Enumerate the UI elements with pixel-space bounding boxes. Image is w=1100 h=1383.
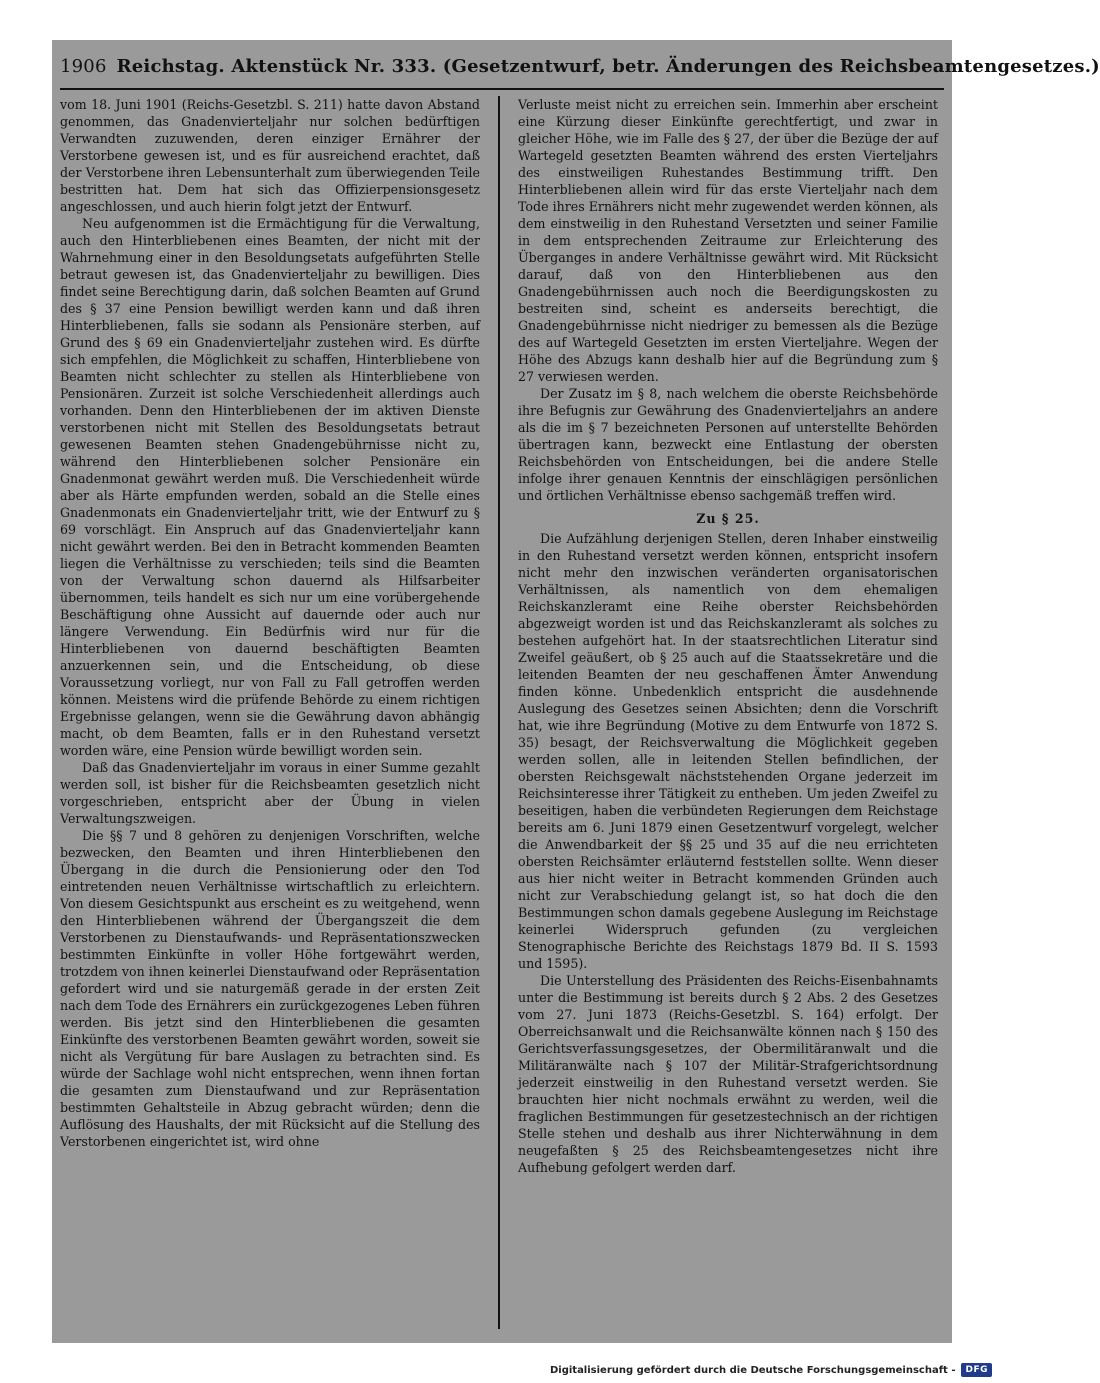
digitization-credit — [550, 1363, 992, 1377]
paragraph: Die Unterstellung des Präsidenten des Reichs-Eisenbahnamts unter die Bestimmung ist bereits durch § 2 Abs. 2 des Gesetzes vom 27. Juni 1873 (Reichs-Gesetzbl. S. 164) erfolgt. Der Oberreichsanwalt und die Reichsanwälte können nach § 150 des Gerichtsverfassungsgesetzes, der Obermilitäranwalt und die Militäranwälte nach § 107 der Militär-Strafgerichtsordnung jederzeit einstweilig in den Ruhestand versetzt werden. Sie brauchten hier nicht nochmals erwähnt zu werden, weil die fraglichen Bestimmungen für gesetzestechnisch an der richtigen Stelle stehen und deshalb aus ihrer Nichterwähnung in dem neugefaßten § 25 des Reichsbeamtengesetzes nicht ihre Aufhebung gefolgert werden darf. — [518, 973, 938, 1175]
page-header-title: Reichstag. Aktenstück Nr. 333. (Gesetzentwurf, betr. Änderungen des Reichsbeamtengesetzes.) — [116, 55, 1100, 77]
paragraph: Daß das Gnadenvierteljahr im voraus in einer Summe gezahlt werden soll, ist bisher für die Reichsbeamten gesetzlich nicht vorgeschrieben, entspricht aber der Übung in vielen Verwaltungszweigen. — [60, 760, 480, 826]
paragraph: Die Aufzählung derjenigen Stellen, deren Inhaber einstweilig in den Ruhestand versetzt werden können, entspricht insofern nicht mehr den inzwischen veränderten organisatorischen Verhältnissen, als namentlich von dem ehemaligen Reichskanzleramt eine Reihe oberster Reichsbehörden abgezweigt worden ist und das Reichskanzleramt als solches zu bestehen aufgehört hat. In der staatsrechtlichen Literatur sind Zweifel geäußert, ob § 25 auch auf die Staatssekretäre und die leitenden Beamten der neu geschaffenen Ämter Anwendung finden könne. Unbedenklich entspricht die ausdehnende Auslegung des Gesetzes seinen Absichten; denn die Vorschrift hat, wie ihre Begründung (Motive zu dem Entwurfe von 1872 S. 35) besagt, der Reichsverwaltung die Möglichkeit gegeben werden sollen, alle in leitenden Stellen befindlichen, der obersten Reichsgewalt nächststehenden Organe jederzeit im Reichsinteresse ihrer Tätigkeit zu entheben. Um jeden Zweifel zu beseitigen, haben die verbündeten Regierungen dem Reichstage bereits am 6. Juni 1879 einen Gesetzentwurf vorgelegt, welcher die Anwendbarkeit der §§ 25 und 35 auf die neu errichteten obersten Reichsämter erläuternd feststellen sollte. Wenn dieser aus hier nicht weiter in Betracht kommenden Gründen auch nicht zur Verabschiedung gelangt ist, so hat doch die den Bestimmungen schon damals gegebene Auslegung im Reichstage keinerlei Widerspruch gefunden (zu vergleichen Stenographische Berichte des Reichstags 1879 Bd. II S. 1593 und 1595). — [518, 531, 938, 971]
paragraph: vom 18. Juni 1901 (Reichs-Gesetzbl. S. 211) hatte davon Abstand genommen, das Gnadenvierteljahr nur solchen bedürftigen Verwandten zuzuwenden, deren einziger Ernährer der Verstorbene gewesen ist, und es für ausreichend erachtet, daß der Verstorbene ihren Lebensunterhalt zum überwiegenden Teile bestritten hat. Dem hat sich das Offizierpensionsgesetz angeschlossen, und auch hierin folgt jetzt der Entwurf. — [60, 97, 480, 214]
paragraph: Die §§ 7 und 8 gehören zu denjenigen Vorschriften, welche bezwecken, den Beamten und ihren Hinterbliebenen den Übergang in die durch die Pensionierung oder den Tod eintretenden neuen Verhältnisse wirtschaftlich zu erleichtern. Von diesem Gesichtspunkt aus erscheint es zu weitgehend, wenn den Hinterbliebenen während der Übergangszeit die dem Verstorbenen zu Dienstaufwands- und Repräsentationszwecken bestimmten Einkünfte in voller Höhe fortgewährt werden, trotzdem von ihnen keinerlei Dienstaufwand oder Repräsentation gefordert wird und sie naturgemäß gerade in der ersten Zeit nach dem Tode des Ernährers ein zurückgezogenes Leben führen werden. Bis jetzt sind den Hinterbliebenen die gesamten Einkünfte des verstorbenen Beamten gewährt worden, soweit sie nicht als Vergütung für bare Auslagen zu betrachten sind. Es würde der Sachlage wohl nicht entsprechen, wenn ihnen fortan die gesamten zum Dienstaufwand und zur Repräsentation bestimmten Gehaltsteile in Abzug gebracht würden; denn die Auflösung des Haushalts, der mit Rücksicht auf die Stellung des Verstorbenen eingerichtet ist, wird ohne — [60, 828, 480, 1149]
credit-text: Digitalisierung gefördert durch die Deutsche Forschungsgemeinschaft - — [549, 1364, 956, 1376]
paragraph: Der Zusatz im § 8, nach welchem die oberste Reichsbehörde ihre Befugnis zur Gewährung des Gnadenvierteljahrs an andere als die im § 7 bezeichneten Personen auf unterstellte Behörden übertragen kann, bezweckt eine Entlastung der obersten Reichsbehörden von Entscheidungen, bei die andere Stelle infolge ihrer genauen Kenntnis der einschlägigen persönlichen und örtlichen Verhältnisse ebenso sachgemäß treffen wird. — [518, 386, 938, 503]
page-header — [60, 48, 1100, 84]
left-column — [60, 96, 480, 1329]
header-rule — [60, 88, 944, 90]
scanned-page — [52, 40, 1100, 1343]
page-number: 1906 — [60, 55, 107, 77]
paragraph: Neu aufgenommen ist die Ermächtigung für die Verwaltung, auch den Hinterbliebenen eines Beamten, der nicht mit der Wahrnehmung einer in den Besoldungsetats aufgeführten Stelle betraut gewesen ist, das Gnadenvierteljahr zu bewilligen. Dies findet seine Berechtigung darin, daß solchen Beamten auf Grund des § 37 eine Pension bewilligt werden kann und daß ihren Hinterbliebenen, falls sie sodann als Pensionäre sterben, auf Grund des § 69 ein Gnadenvierteljahr zustehen wird. Es dürfte sich empfehlen, die Möglichkeit zu schaffen, Hinterbliebene von Beamten nicht schlechter zu stellen als Hinterbliebene von Pensionären. Zurzeit ist solche Verschiedenheit allerdings auch vorhanden. Denn den Hinterbliebenen der im aktiven Dienste verstorbenen nicht mit Stellen des Besoldungsetats betraut gewesenen Beamten stehen Gnadengebührnisse nicht zu, während den Hinterbliebenen solcher Pensionäre ein Gnadenmonat gewährt werden muß. Die Verschiedenheit würde aber als Härte empfunden werden, sobald an die Stelle eines Gnadenmonats ein Gnadenvierteljahr tritt, wie der Entwurf zu § 69 vorschlägt. Ein Anspruch auf das Gnadenvierteljahr kann nicht gewährt werden. Bei den in Betracht kommenden Beamten liegen die Verhältnisse zu verschieden; teils sind die Beamten von der Verwaltung schon dauernd als Hilfsarbeiter übernommen, teils handelt es sich nur um eine vorübergehende Beschäftigung ohne Aussicht auf dauernde oder auch nur längere Verwendung. Ein Bedürfnis wird nur für die Hinterbliebenen von dauernd beschäftigten Beamten anzuerkennen sein, und die Entscheidung, ob diese Voraussetzung vorliegt, nur von Fall zu Fall getroffen werden können. Meistens wird die prüfende Behörde zu einem richtigen Ergebnisse gelangen, wenn sie die Gewährung davon abhängig macht, ob dem Beamten, falls er in den Ruhestand versetzt worden wäre, eine Pension würde bewilligt worden sein. — [60, 216, 480, 758]
paragraph: Verluste meist nicht zu erreichen sein. Immerhin aber erscheint eine Kürzung dieser Einkünfte gerechtfertigt, und zwar in gleicher Höhe, wie im Falle des § 27, der über die Bezüge der auf Wartegeld gesetzten Beamten während des ersten Vierteljahrs des einstweiligen Ruhestandes Bestimmung trifft. Den Hinterbliebenen allein wird für das erste Vierteljahr nach dem Tode ihres Ernährers nicht mehr zugewendet werden können, als dem einstweilig in den Ruhestand Versetzten und seiner Familie in dem entsprechenden Zeitraume zur Erleichterung des Überganges in andere Verhältnisse gewährt wird. Mit Rücksicht darauf, daß von den Hinterbliebenen aus den Gnadengebührnissen auch noch die Beerdigungskosten zu bestreiten sind, scheint es anderseits berechtigt, die Gnadengebührnisse nicht niedriger zu bemessen als die Bezüge des auf Wartegeld Gesetzten im ersten Vierteljahre. Wegen der Höhe des Abzugs kann deshalb hier auf die Begründung zum § 27 verwiesen werden. — [518, 97, 938, 384]
column-divider — [498, 96, 500, 1329]
right-column — [518, 96, 938, 1329]
dfg-logo-icon: DFG — [961, 1363, 992, 1377]
section-heading: Zu § 25. — [696, 511, 760, 526]
